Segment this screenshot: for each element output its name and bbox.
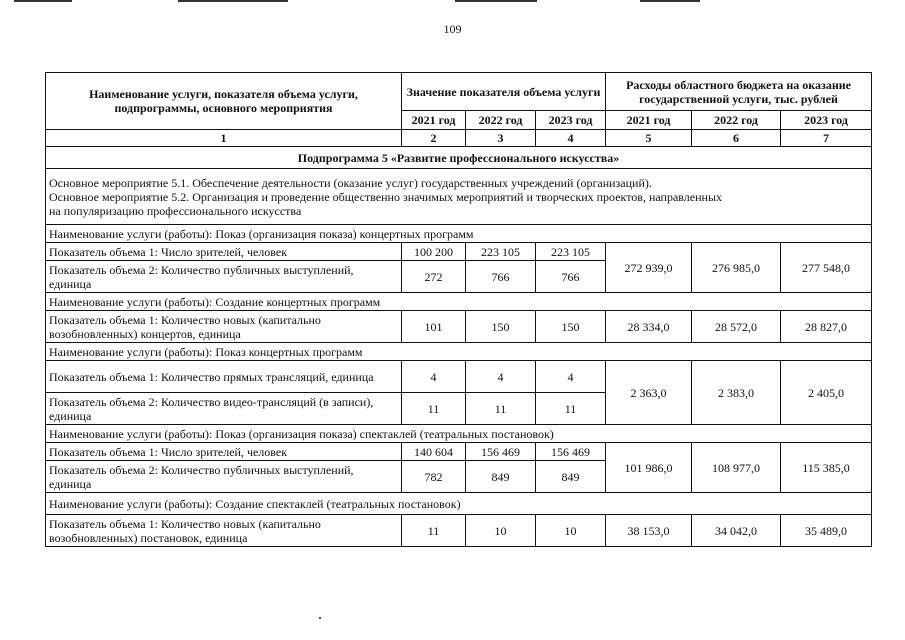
- expense-2023: 35 489,0: [781, 515, 872, 547]
- activity-line: Основное мероприятие 5.2. Организация и проведение общественно значимых мероприятий и творческих проектов, направленных: [49, 189, 723, 204]
- expense-2022: 276 985,0: [692, 243, 781, 293]
- scan-edge-line: [455, 0, 537, 2]
- indicator-label: Показатель объема 1: Количество новых (капитально возобновленных) постановок, единица: [46, 515, 402, 547]
- value-2021: 100 200: [402, 243, 466, 261]
- expense-2022: 108 977,0: [692, 443, 781, 493]
- value-2022: 849: [466, 461, 536, 493]
- value-2021: 782: [402, 461, 466, 493]
- value-2023: 4: [536, 361, 606, 393]
- header-year: 2021 год: [606, 111, 692, 130]
- value-2021: 140 604: [402, 443, 466, 461]
- expense-2022: 28 572,0: [692, 311, 781, 343]
- column-number: 6: [692, 130, 781, 147]
- indicator-label: Показатель объема 2: Количество публичных выступлений, единица: [46, 261, 402, 293]
- value-2021: 11: [402, 393, 466, 425]
- value-2023: 150: [536, 311, 606, 343]
- column-number: 5: [606, 130, 692, 147]
- scan-edge-line: [178, 0, 288, 2]
- expense-2021: 2 363,0: [606, 361, 692, 425]
- column-number: 3: [466, 130, 536, 147]
- expense-2021: 28 334,0: [606, 311, 692, 343]
- value-2022: 766: [466, 261, 536, 293]
- header-expenses-group: Расходы областного бюджета на оказание государственной услуги, тыс. рублей: [606, 73, 872, 111]
- expense-2023: 277 548,0: [781, 243, 872, 293]
- service-title: Наименование услуги (работы): Показ концертных программ: [46, 343, 872, 361]
- header-year: 2022 год: [692, 111, 781, 130]
- header-name-cell: Наименование услуги, показателя объема услуги, подпрограммы, основного мероприятия: [46, 73, 402, 130]
- expense-2021: 101 986,0: [606, 443, 692, 493]
- indicator-label: Показатель объема 1: Число зрителей, человек: [46, 443, 402, 461]
- header-year: 2021 год: [402, 111, 466, 130]
- value-2021: 11: [402, 515, 466, 547]
- header-year: 2022 год: [466, 111, 536, 130]
- indicator-label: Показатель объема 1: Количество новых (капитально возобновленных) концертов, единица: [46, 311, 402, 343]
- value-2022: 150: [466, 311, 536, 343]
- column-number: 7: [781, 130, 872, 147]
- budget-table: [45, 72, 872, 547]
- page-number: 109: [443, 22, 462, 36]
- header-values-group: Значение показателя объема услуги: [402, 73, 606, 111]
- scan-edge-line: [640, 0, 700, 2]
- scan-edge-line: [14, 0, 72, 2]
- expense-2021: 38 153,0: [606, 515, 692, 547]
- activities-cell: [46, 169, 872, 225]
- value-2022: 156 469: [466, 443, 536, 461]
- activity-line: на популяризацию профессионального искусства: [49, 203, 302, 218]
- value-2023: 766: [536, 261, 606, 293]
- expense-2023: 28 827,0: [781, 311, 872, 343]
- column-number: 1: [46, 130, 402, 147]
- service-title: Наименование услуги (работы): Показ (организация показа) концертных программ: [46, 225, 872, 243]
- service-title: Наименование услуги (работы): Показ (организация показа) спектаклей (театральных постановок): [46, 425, 872, 443]
- indicator-label: Показатель объема 2: Количество видео-трансляций (в записи), единица: [46, 393, 402, 425]
- value-2022: 11: [466, 393, 536, 425]
- value-2023: 11: [536, 393, 606, 425]
- column-number: 2: [402, 130, 466, 147]
- indicator-label: Показатель объема 1: Число зрителей, человек: [46, 243, 402, 261]
- expense-2022: 34 042,0: [692, 515, 781, 547]
- value-2022: 4: [466, 361, 536, 393]
- expense-2021: 272 939,0: [606, 243, 692, 293]
- header-year: 2023 год: [781, 111, 872, 130]
- subprogram-title: Подпрограмма 5 «Развитие профессионального искусства»: [46, 147, 872, 169]
- value-2023: 223 105: [536, 243, 606, 261]
- value-2023: 10: [536, 515, 606, 547]
- expense-2023: 2 405,0: [781, 361, 872, 425]
- value-2022: 223 105: [466, 243, 536, 261]
- service-title: Наименование услуги (работы): Создание спектаклей (театральных постановок): [46, 493, 872, 515]
- indicator-label: Показатель объема 1: Количество прямых трансляций, единица: [46, 361, 402, 393]
- expense-2022: 2 383,0: [692, 361, 781, 425]
- service-title: Наименование услуги (работы): Создание концертных программ: [46, 293, 872, 311]
- indicator-label: Показатель объема 2: Количество публичных выступлений, единица: [46, 461, 402, 493]
- scan-speck: [319, 617, 321, 619]
- header-year: 2023 год: [536, 111, 606, 130]
- value-2022: 10: [466, 515, 536, 547]
- activity-line: Основное мероприятие 5.1. Обеспечение деятельности (оказание услуг) государственных учреждений (организаций).: [49, 175, 652, 190]
- value-2023: 156 469: [536, 443, 606, 461]
- expense-2023: 115 385,0: [781, 443, 872, 493]
- column-number: 4: [536, 130, 606, 147]
- value-2023: 849: [536, 461, 606, 493]
- value-2021: 101: [402, 311, 466, 343]
- value-2021: 272: [402, 261, 466, 293]
- value-2021: 4: [402, 361, 466, 393]
